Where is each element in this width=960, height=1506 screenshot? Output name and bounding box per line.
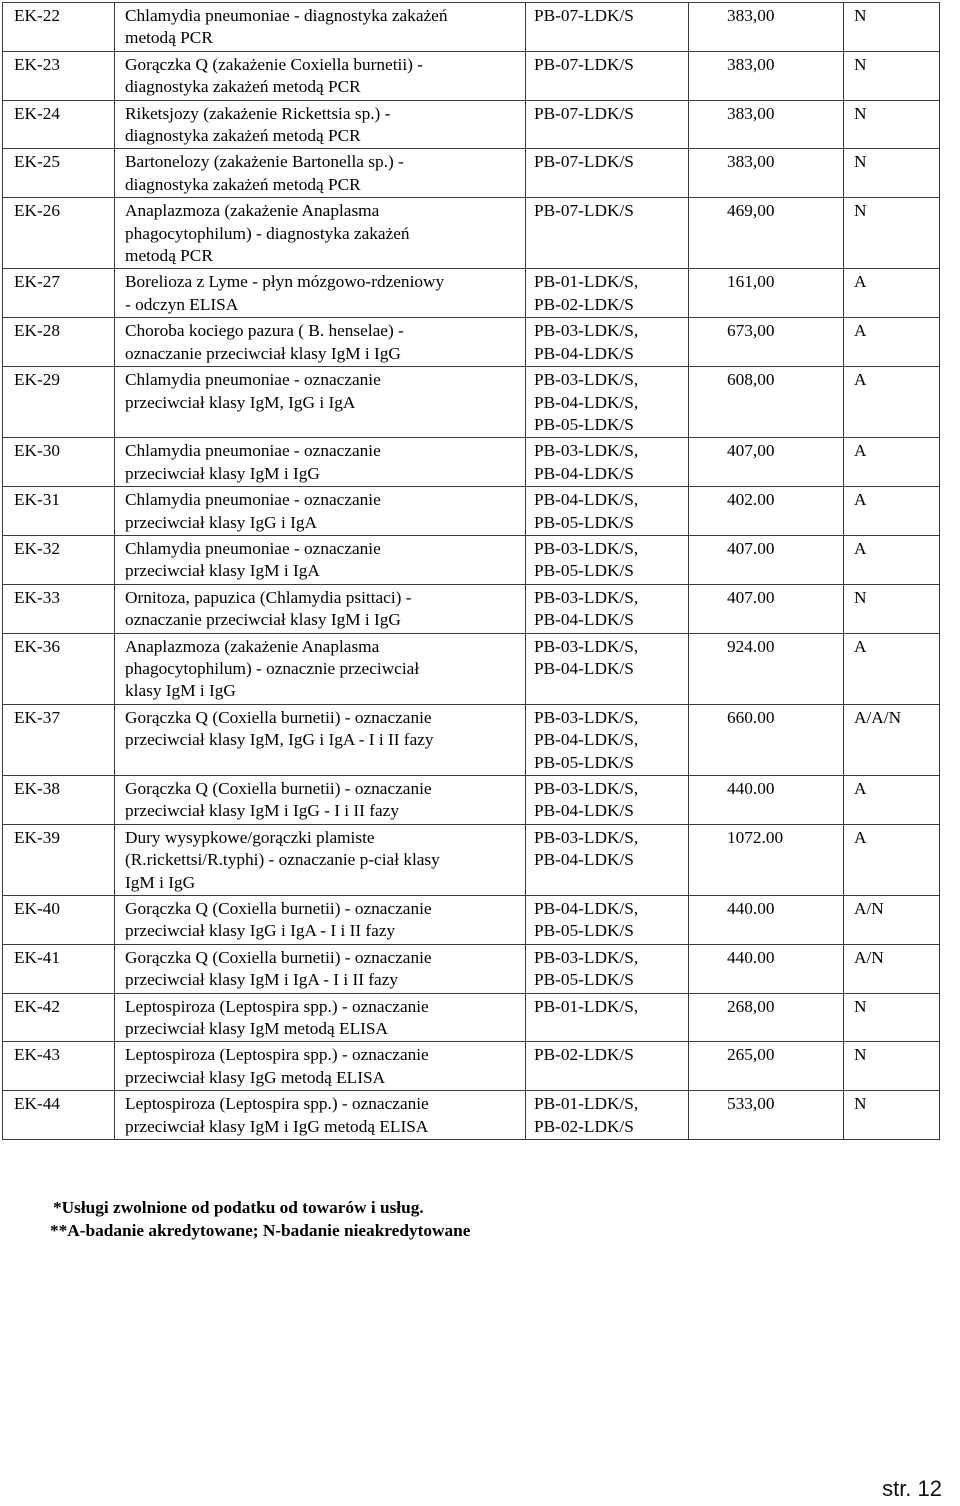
service-name-cell: [115, 51, 526, 100]
service-code: EK-39: [14, 827, 61, 847]
service-code: EK-38: [14, 779, 61, 798]
price-cell: [689, 487, 844, 536]
service-code-cell: [3, 367, 115, 438]
price-cell: [689, 51, 844, 100]
service-name-line: Anaplazmoza (zakażenie Anaplasma: [125, 201, 380, 221]
procedure-code: PB-03-LDK/S,: [534, 321, 639, 341]
accreditation-cell: [844, 633, 940, 704]
service-name-cell: [115, 100, 526, 149]
service-name-line: Gorączka Q (Coxiella burnetii) - oznaczanie: [125, 947, 432, 967]
service-code-cell: [3, 487, 115, 536]
procedure-code: PB-05-LDK/S: [534, 921, 634, 941]
service-name-cell: [115, 198, 526, 269]
service-name-line: diagnostyka zakażeń metodą PCR: [125, 77, 361, 97]
price-cell: [689, 438, 844, 487]
service-name-cell: [115, 704, 526, 775]
procedure-code: PB-01-LDK/S,: [534, 996, 639, 1016]
service-name-line: Chlamydia pneumoniae - oznaczanie: [125, 441, 381, 461]
accreditation-status: A: [854, 827, 867, 847]
procedure-code: PB-04-LDK/S: [534, 610, 634, 630]
service-code-cell: [3, 776, 115, 825]
table-row: [3, 896, 940, 945]
procedure-code: PB-03-LDK/S,: [534, 370, 639, 390]
accreditation-cell: [844, 3, 940, 52]
accreditation-status: A: [854, 272, 867, 292]
service-name-cell: [115, 896, 526, 945]
accreditation-cell: [844, 1042, 940, 1091]
procedure-code-cell: [526, 584, 689, 633]
service-name-line: Gorączka Q (Coxiella burnetii) - oznaczanie: [125, 707, 432, 727]
table-row: [3, 584, 940, 633]
price-cell: [689, 269, 844, 318]
service-code: EK-27: [14, 272, 61, 292]
accreditation-status: N: [854, 587, 867, 607]
price-value: 440.00: [727, 899, 775, 919]
service-code: EK-42: [14, 996, 61, 1016]
service-name-cell: [115, 487, 526, 536]
price-value: 469,00: [727, 201, 775, 221]
service-code: EK-26: [14, 201, 61, 221]
price-value: 383,00: [727, 152, 775, 172]
accreditation-cell: [844, 704, 940, 775]
table-row: [3, 704, 940, 775]
procedure-code-cell: [526, 633, 689, 704]
service-name-line: przeciwciał klasy IgG i IgA - I i II fazy: [125, 921, 396, 941]
service-code: EK-22: [14, 6, 61, 25]
table-row: [3, 198, 940, 269]
procedure-code: PB-04-LDK/S,: [534, 730, 639, 750]
service-name-line: Leptospiroza (Leptospira spp.) - oznaczanie: [125, 1094, 429, 1114]
service-name-line: Dury wysypkowe/gorączki plamiste: [125, 827, 375, 847]
procedure-code-cell: [526, 198, 689, 269]
accreditation-cell: [844, 824, 940, 895]
service-name-line: Chlamydia pneumoniae - oznaczanie: [125, 490, 381, 510]
service-code: EK-23: [14, 54, 61, 74]
service-name-line: (R.rickettsi/R.typhi) - oznaczanie p-ciał klasy: [125, 850, 440, 870]
table-row: [3, 944, 940, 993]
service-name-cell: [115, 1042, 526, 1091]
procedure-code-cell: [526, 993, 689, 1042]
page-number: str. 12: [882, 1476, 942, 1501]
service-code: EK-40: [14, 899, 61, 919]
accreditation-cell: [844, 993, 940, 1042]
procedure-code-cell: [526, 367, 689, 438]
service-name-line: Gorączka Q (Coxiella burnetii) - oznaczanie: [125, 779, 432, 798]
table-row: [3, 1091, 940, 1140]
accreditation-cell: [844, 100, 940, 149]
service-name-cell: [115, 824, 526, 895]
table-row: [3, 3, 940, 52]
service-name-line: Riketsjozy (zakażenie Rickettsia sp.) -: [125, 103, 391, 123]
accreditation-legend: **A-badanie akredytowane; N-badanie nieakredytowane: [50, 1221, 471, 1240]
procedure-code: PB-05-LDK/S: [534, 414, 634, 434]
price-value: 440.00: [727, 947, 775, 967]
accreditation-status: A/N: [854, 899, 884, 919]
table-row: [3, 487, 940, 536]
procedure-code: PB-04-LDK/S: [534, 850, 634, 870]
footnotes: [50, 1196, 470, 1242]
procedure-code-cell: [526, 3, 689, 52]
procedure-code: PB-07-LDK/S: [534, 152, 634, 172]
procedure-code: PB-05-LDK/S: [534, 561, 634, 581]
accreditation-cell: [844, 896, 940, 945]
service-code-cell: [3, 198, 115, 269]
procedure-code: PB-04-LDK/S: [534, 463, 634, 483]
procedure-code: PB-03-LDK/S,: [534, 707, 639, 727]
procedure-code-cell: [526, 149, 689, 198]
price-cell: [689, 367, 844, 438]
accreditation-status: N: [854, 6, 867, 25]
accreditation-cell: [844, 438, 940, 487]
accreditation-cell: [844, 269, 940, 318]
procedure-code: PB-07-LDK/S: [534, 6, 634, 25]
service-code-cell: [3, 438, 115, 487]
accreditation-status: A: [854, 441, 867, 461]
procedure-code: PB-02-LDK/S: [534, 1045, 634, 1065]
service-code: EK-36: [14, 636, 61, 656]
price-cell: [689, 584, 844, 633]
service-code: EK-30: [14, 441, 61, 461]
service-name-line: Bartonelozy (zakażenie Bartonella sp.) -: [125, 152, 404, 172]
service-name-cell: [115, 633, 526, 704]
service-name-line: Chlamydia pneumoniae - diagnostyka zakażeń: [125, 6, 448, 25]
service-code-cell: [3, 51, 115, 100]
procedure-code: PB-05-LDK/S: [534, 970, 634, 990]
service-name-line: phagocytophilum) - oznacznie przeciwciał: [125, 658, 420, 678]
service-name-line: Choroba kociego pazura ( B. henselae) -: [125, 321, 404, 341]
price-cell: [689, 535, 844, 584]
service-name-line: przeciwciał klasy IgG metodą ELISA: [125, 1067, 386, 1087]
service-code: EK-25: [14, 152, 61, 172]
procedure-code-cell: [526, 269, 689, 318]
price-value: 533,00: [727, 1094, 775, 1114]
service-name-line: przeciwciał klasy IgM, IgG i IgA - I i II fazy: [125, 730, 434, 750]
price-value: 265,00: [727, 1045, 775, 1065]
service-code-cell: [3, 704, 115, 775]
service-code-cell: [3, 1042, 115, 1091]
service-code: EK-37: [14, 707, 61, 727]
service-code-cell: [3, 100, 115, 149]
service-name-cell: [115, 269, 526, 318]
service-code: EK-32: [14, 538, 61, 558]
service-code-cell: [3, 993, 115, 1042]
service-name-line: przeciwciał klasy IgM i IgG: [125, 463, 320, 483]
procedure-code-cell: [526, 1091, 689, 1140]
service-name-line: przeciwciał klasy IgM i IgA - I i II fazy: [125, 970, 399, 990]
price-cell: [689, 198, 844, 269]
service-code: EK-31: [14, 490, 61, 510]
table-row: [3, 824, 940, 895]
service-code-cell: [3, 633, 115, 704]
procedure-code: PB-04-LDK/S,: [534, 899, 639, 919]
service-name-cell: [115, 149, 526, 198]
procedure-code: PB-03-LDK/S,: [534, 827, 639, 847]
price-cell: [689, 100, 844, 149]
procedure-code-cell: [526, 704, 689, 775]
service-name-line: metodą PCR: [125, 28, 213, 48]
accreditation-status: A: [854, 490, 867, 510]
service-code-cell: [3, 584, 115, 633]
table-row: [3, 318, 940, 367]
price-value: 407.00: [727, 538, 775, 558]
accreditation-status: A/N: [854, 947, 884, 967]
procedure-code-cell: [526, 438, 689, 487]
price-value: 407.00: [727, 587, 775, 607]
service-name-cell: [115, 584, 526, 633]
price-value: 440.00: [727, 779, 775, 798]
procedure-code: PB-04-LDK/S,: [534, 490, 639, 510]
procedure-code-cell: [526, 944, 689, 993]
service-code-cell: [3, 824, 115, 895]
price-cell: [689, 149, 844, 198]
price-cell: [689, 318, 844, 367]
procedure-code: PB-04-LDK/S,: [534, 392, 639, 412]
procedure-code: PB-07-LDK/S: [534, 54, 634, 74]
accreditation-cell: [844, 149, 940, 198]
accreditation-cell: [844, 776, 940, 825]
service-name-cell: [115, 993, 526, 1042]
service-name-line: Ornitoza, papuzica (Chlamydia psittaci) -: [125, 587, 412, 607]
service-name-cell: [115, 535, 526, 584]
accreditation-cell: [844, 51, 940, 100]
service-code-cell: [3, 269, 115, 318]
service-code-cell: [3, 944, 115, 993]
table-row: [3, 100, 940, 149]
service-name-cell: [115, 438, 526, 487]
procedure-code-cell: [526, 896, 689, 945]
accreditation-cell: [844, 1091, 940, 1140]
service-code-cell: [3, 1091, 115, 1140]
table-row: [3, 367, 940, 438]
accreditation-cell: [844, 318, 940, 367]
accreditation-cell: [844, 487, 940, 536]
table-row: [3, 1042, 940, 1091]
service-code: EK-28: [14, 321, 61, 341]
service-name-cell: [115, 3, 526, 52]
procedure-code-cell: [526, 318, 689, 367]
service-code: EK-24: [14, 103, 61, 123]
accreditation-cell: [844, 944, 940, 993]
procedure-code: PB-07-LDK/S: [534, 103, 634, 123]
price-value: 383,00: [727, 103, 775, 123]
service-name-line: klasy IgM i IgG: [125, 681, 236, 701]
service-code: EK-33: [14, 587, 61, 607]
accreditation-cell: [844, 535, 940, 584]
accreditation-status: A: [854, 779, 867, 798]
table-row: [3, 535, 940, 584]
service-name-line: Leptospiroza (Leptospira spp.) - oznaczanie: [125, 1045, 429, 1065]
procedure-code-cell: [526, 1042, 689, 1091]
accreditation-status: N: [854, 103, 867, 123]
accreditation-status: N: [854, 996, 867, 1016]
service-code-cell: [3, 3, 115, 52]
price-value: 383,00: [727, 54, 775, 74]
price-cell: [689, 944, 844, 993]
procedure-code-cell: [526, 824, 689, 895]
procedure-code: PB-02-LDK/S: [534, 1116, 634, 1136]
accreditation-status: A: [854, 321, 867, 341]
service-name-line: Chlamydia pneumoniae - oznaczanie: [125, 538, 381, 558]
accreditation-cell: [844, 198, 940, 269]
accreditation-status: N: [854, 54, 867, 74]
vat-exemption-note: *Usługi zwolnione od podatku od towarów i usług.: [53, 1198, 424, 1217]
price-value: 161,00: [727, 272, 775, 292]
procedure-code-cell: [526, 100, 689, 149]
procedure-code: PB-03-LDK/S,: [534, 947, 639, 967]
service-code: EK-44: [14, 1094, 61, 1114]
price-cell: [689, 1091, 844, 1140]
accreditation-status: N: [854, 201, 867, 221]
price-cell: [689, 776, 844, 825]
price-cell: [689, 633, 844, 704]
price-value: 1072.00: [727, 827, 784, 847]
service-code: EK-29: [14, 370, 61, 390]
procedure-code-cell: [526, 776, 689, 825]
service-code-cell: [3, 149, 115, 198]
accreditation-status: A: [854, 636, 867, 656]
service-code-cell: [3, 318, 115, 367]
price-value: 383,00: [727, 6, 775, 25]
price-list-body: [3, 3, 940, 1140]
price-cell: [689, 896, 844, 945]
service-name-line: Chlamydia pneumoniae - oznaczanie: [125, 370, 381, 390]
service-code: EK-43: [14, 1045, 61, 1065]
service-name-line: Gorączka Q (Coxiella burnetii) - oznaczanie: [125, 899, 432, 919]
service-name-cell: [115, 944, 526, 993]
accreditation-status: N: [854, 1045, 867, 1065]
table-row: [3, 149, 940, 198]
procedure-code: PB-02-LDK/S: [534, 294, 634, 314]
procedure-code: PB-01-LDK/S,: [534, 272, 639, 292]
accreditation-status: N: [854, 1094, 867, 1114]
service-name-line: przeciwciał klasy IgM i IgA: [125, 561, 320, 581]
procedure-code: PB-03-LDK/S,: [534, 538, 639, 558]
procedure-code: PB-03-LDK/S,: [534, 441, 639, 461]
table-row: [3, 776, 940, 825]
service-name-cell: [115, 1091, 526, 1140]
procedure-code-cell: [526, 51, 689, 100]
service-name-cell: [115, 318, 526, 367]
table-row: [3, 51, 940, 100]
service-name-line: phagocytophilum) - diagnostyka zakażeń: [125, 223, 410, 243]
procedure-code: PB-03-LDK/S,: [534, 636, 639, 656]
service-name-line: Borelioza z Lyme - płyn mózgowo-rdzeniowy: [125, 272, 445, 292]
procedure-code: PB-03-LDK/S,: [534, 779, 639, 798]
accreditation-cell: [844, 584, 940, 633]
procedure-code: PB-05-LDK/S: [534, 512, 634, 532]
price-value: 673,00: [727, 321, 775, 341]
price-cell: [689, 824, 844, 895]
service-name-cell: [115, 776, 526, 825]
service-name-line: przeciwciał klasy IgG i IgA: [125, 512, 317, 532]
service-name-line: - odczyn ELISA: [125, 294, 239, 314]
accreditation-cell: [844, 367, 940, 438]
service-code-cell: [3, 896, 115, 945]
accreditation-status: N: [854, 152, 867, 172]
service-name-line: przeciwciał klasy IgM i IgG - I i II fazy: [125, 801, 399, 821]
table-row: [3, 993, 940, 1042]
price-value: 608,00: [727, 370, 775, 390]
price-list-table: [2, 2, 940, 1140]
table-row: [3, 438, 940, 487]
service-name-line: metodą PCR: [125, 246, 213, 266]
price-cell: [689, 993, 844, 1042]
service-name-line: przeciwciał klasy IgM i IgG metodą ELISA: [125, 1116, 429, 1136]
service-name-line: Leptospiroza (Leptospira spp.) - oznaczanie: [125, 996, 429, 1016]
service-name-line: diagnostyka zakażeń metodą PCR: [125, 174, 361, 194]
service-name-line: IgM i IgG: [125, 872, 196, 892]
procedure-code: PB-05-LDK/S: [534, 752, 634, 772]
procedure-code: PB-01-LDK/S,: [534, 1094, 639, 1114]
price-cell: [689, 704, 844, 775]
price-cell: [689, 3, 844, 52]
service-name-line: oznaczanie przeciwciał klasy IgM i IgG: [125, 610, 401, 630]
service-code: EK-41: [14, 947, 61, 967]
procedure-code: PB-04-LDK/S: [534, 658, 634, 678]
procedure-code-cell: [526, 535, 689, 584]
price-value: 407,00: [727, 441, 775, 461]
service-name-cell: [115, 367, 526, 438]
price-value: 924.00: [727, 636, 775, 656]
service-name-line: Gorączka Q (zakażenie Coxiella burnetii) -: [125, 54, 423, 74]
service-name-line: Anaplazmoza (zakażenie Anaplasma: [125, 636, 380, 656]
table-row: [3, 269, 940, 318]
service-name-line: przeciwciał klasy IgM, IgG i IgA: [125, 392, 356, 412]
procedure-code: PB-04-LDK/S: [534, 801, 634, 821]
price-value: 660.00: [727, 707, 775, 727]
service-name-line: przeciwciał klasy IgM metodą ELISA: [125, 1019, 388, 1039]
service-name-line: oznaczanie przeciwciał klasy IgM i IgG: [125, 343, 401, 363]
price-value: 402.00: [727, 490, 775, 510]
procedure-code-cell: [526, 487, 689, 536]
procedure-code: PB-04-LDK/S: [534, 343, 634, 363]
accreditation-status: A: [854, 538, 867, 558]
service-code-cell: [3, 535, 115, 584]
price-value: 268,00: [727, 996, 775, 1016]
service-name-line: diagnostyka zakażeń metodą PCR: [125, 126, 361, 146]
price-cell: [689, 1042, 844, 1091]
table-row: [3, 633, 940, 704]
procedure-code: PB-03-LDK/S,: [534, 587, 639, 607]
procedure-code: PB-07-LDK/S: [534, 201, 634, 221]
accreditation-status: A: [854, 370, 867, 390]
accreditation-status: A/A/N: [854, 707, 902, 727]
